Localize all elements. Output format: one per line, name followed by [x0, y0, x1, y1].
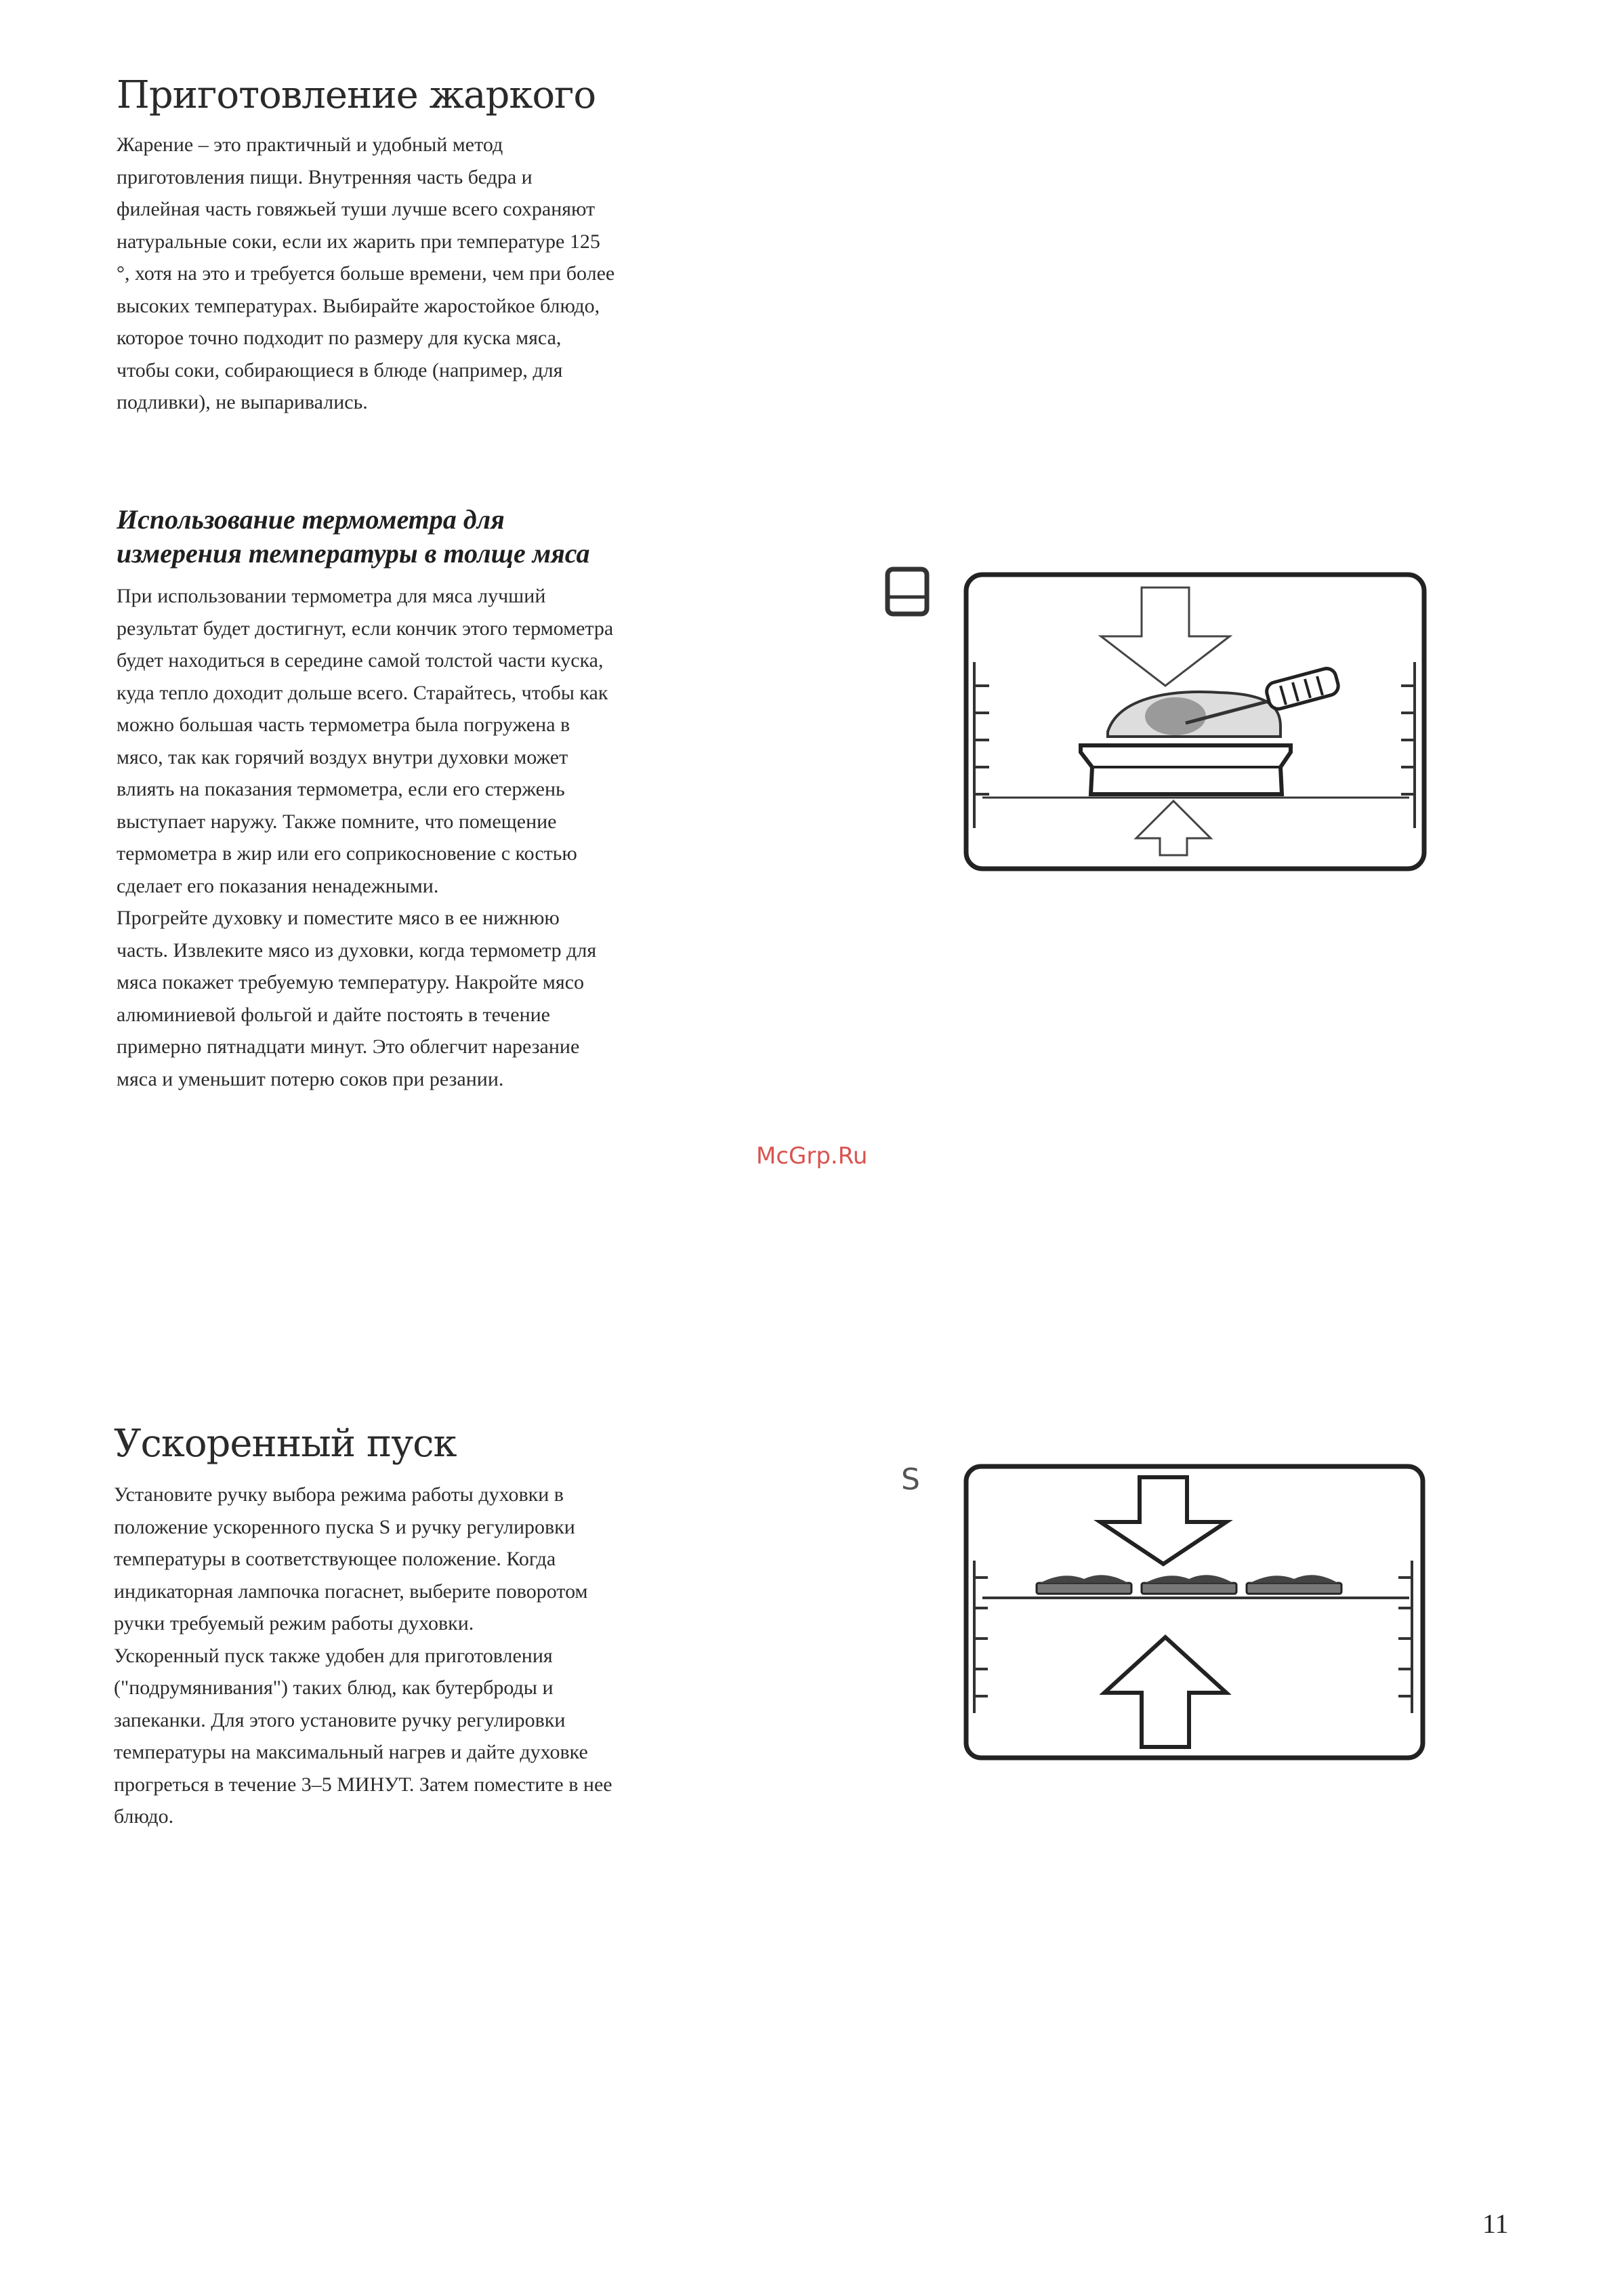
oven-quick-start-illustration: [962, 1462, 1427, 1765]
page-number: 11: [1482, 2208, 1509, 2239]
section-body-thermometer: При использовании термометра для мяса лучший результат будет достигнут, если кончик этого термометра будет находиться в середине самой толстой части куска, куда тепло доходит дольше всего. Старайтесь, чтобы как можно большая часть термометра была погружена в мясо, так как горячий воздух внутри духовки может влиять на показания термометра, если его стержень выступает наружу. Также помните, что помещение термометра в жир или его соприкосновение с костью сделает его показания ненадежными. Прогрейте духовку и поместите мясо в ее нижнюю часть. Извлеките мясо из духовки, когда термометр для мяса покажет требуемую температуру. Накройте мясо алюминиевой фольгой и дайте постоять в течение примерно пятнадцати минут. Это облегчит нарезание мяса и уменьшит потерю соков при резании.: [117, 585, 614, 1090]
section-title-quick-start: Ускоренный пуск: [114, 1422, 457, 1466]
section-title-roasting: Приготовление жаркого: [117, 73, 596, 117]
quick-start-s-icon: S: [901, 1462, 920, 1497]
oven-roast-illustration: [962, 571, 1430, 876]
section-body-quick-start: Установите ручку выбора режима работы духовки в положение ускоренного пуска S и ручку регулировки температуры в соответствующее положение. Когда индикаторная лампочка погаснет, выберите поворотом ручки требуемый режим работы духовки. Ускоренный пуск также удобен для приготовления ("подрумянивания") таких блюд, как бутерброды и запеканки. Для этого установите ручку регулировки температуры на максимальный нагрев и дайте духовке прогреться в течение 3–5 МИНУТ. Затем поместите в нее блюдо.: [114, 1483, 612, 1828]
section-title-thermometer-line1: Использование термометра для: [117, 504, 505, 535]
watermark: McGrp.Ru: [756, 1142, 868, 1170]
section-body-roasting: Жарение – это практичный и удобный метод приготовления пищи. Внутренняя часть бедра и филейная часть говяжьей туши лучше всего сохраняют натуральные соки, если их жарить при температуре 125 °, хотя на это и требуется больше времени, чем при более высоких температурах. Выбирайте жаростойкое блюдо, которое точно подходит по размеру для куска мяса, чтобы соки, собирающиеся в блюде (например, для подливки), не выпаривались.: [117, 133, 615, 413]
section-title-thermometer-line2: измерения температуры в толще мяса: [117, 538, 590, 569]
oven-mode-icon: [884, 566, 932, 619]
